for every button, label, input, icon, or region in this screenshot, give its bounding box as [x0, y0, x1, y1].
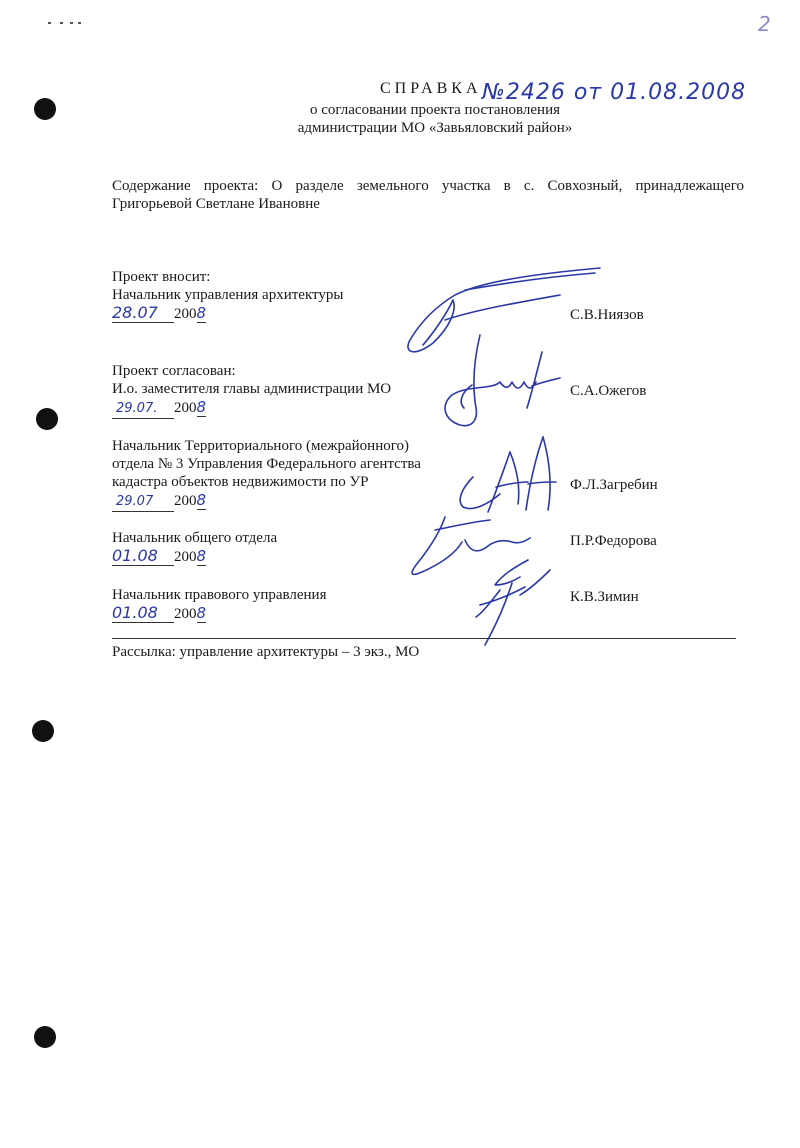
block-1-date [112, 304, 206, 323]
document-subtitle-1: о согласовании проекта постановления [309, 102, 561, 118]
content-line-1: Содержание проекта: О разделе земельного участка в с. Совхозный, принадлежащего [112, 178, 744, 194]
signature-ozhegov [432, 330, 567, 440]
block-1-name: С.В.Ниязов [570, 307, 644, 323]
date-handwritten: 01.08 [112, 604, 174, 623]
title-text: СПРАВКА [380, 80, 482, 97]
document-subtitle-2: администрации МО «Завьяловский район» [297, 120, 573, 136]
binder-hole-2 [36, 408, 58, 430]
document-title [380, 80, 482, 98]
block-3-name: Ф.Л.Загребин [570, 477, 658, 493]
scan-speck [78, 22, 81, 24]
year-print: 200 [174, 493, 197, 509]
block-3-line-2: отдела № 3 Управления Федерального агентства [112, 456, 421, 472]
block-5-line-1: Начальник правового управления [112, 587, 327, 603]
signature-zagrebin [448, 432, 568, 517]
scan-speck [60, 22, 63, 24]
year-print: 200 [174, 549, 197, 565]
year-handwritten: 8 [196, 398, 207, 416]
distribution-text: Рассылка: управление архитектуры – 3 экз., МО [112, 644, 420, 660]
page-number: 2 [758, 12, 771, 36]
scan-speck [70, 22, 73, 24]
binder-hole-3 [32, 720, 54, 742]
document-number-handwritten: №2426 от 01.08.2008 [482, 80, 747, 105]
year-handwritten: 8 [196, 604, 207, 622]
block-3-line-1: Начальник Территориального (межрайонного) [112, 438, 409, 454]
block-2-line-1: Проект согласован: [112, 363, 236, 379]
signature-zimin [440, 555, 560, 655]
year-handwritten: 8 [196, 547, 207, 565]
binder-hole-4 [34, 1026, 56, 1048]
content-line-2: Григорьевой Светлане Ивановне [112, 196, 320, 212]
block-3-line-3: кадастра объектов недвижимости по УР [112, 474, 369, 490]
year-handwritten: 8 [196, 491, 207, 509]
year-print: 200 [174, 400, 197, 416]
year-print: 200 [174, 606, 197, 622]
block-5-date [112, 604, 206, 623]
block-1-line-1: Проект вносит: [112, 269, 211, 285]
block-4-date [112, 547, 206, 566]
date-handwritten: 29.07. [112, 400, 174, 419]
block-5-name: К.В.Зимин [570, 589, 639, 605]
binder-hole-1 [34, 98, 56, 120]
date-handwritten: 29.07 [112, 493, 174, 512]
block-2-date [112, 398, 206, 419]
block-2-line-2: И.о. заместителя главы администрации МО [112, 381, 392, 397]
block-3-date [112, 491, 206, 512]
block-4-line-1: Начальник общего отдела [112, 530, 278, 546]
block-1-line-2: Начальник управления архитектуры [112, 287, 344, 303]
year-print: 200 [174, 306, 197, 322]
block-4-name: П.Р.Федорова [570, 533, 657, 549]
block-2-name: С.А.Ожегов [570, 383, 647, 399]
scan-speck [48, 22, 51, 24]
divider-line [112, 638, 736, 639]
date-handwritten: 28.07 [112, 304, 174, 323]
date-handwritten: 01.08 [112, 547, 174, 566]
year-handwritten: 8 [196, 304, 207, 322]
